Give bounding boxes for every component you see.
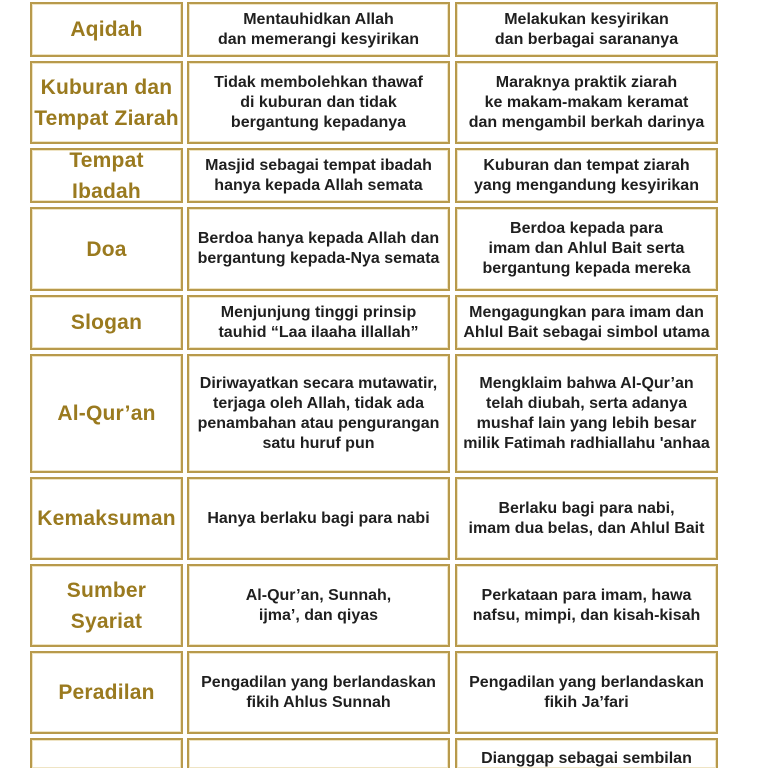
row-label: Peradilan [58,681,155,704]
syiah-cell [455,61,718,144]
row-label-cell [30,148,183,203]
sunni-text: Menjunjung tinggi prinsip tauhid “Laa ilaaha illallah” [218,303,419,341]
syiah-cell [455,148,718,203]
syiah-cell [455,651,718,734]
row-label: Tempat Ibadah [69,148,144,203]
syiah-text: Kuburan dan tempat ziarah yang mengandung kesyirikan [474,156,699,194]
sunni-text: Mentauhidkan Allah dan memerangi kesyirikan [218,10,419,48]
syiah-text: Dianggap sebagai sembilan [481,750,692,767]
row-label: Sumber Syariat [66,578,147,633]
sunni-text: Hanya berlaku bagi para nabi [207,509,430,527]
sunni-text: Berdoa hanya kepada Allah dan bergantung kepada-Nya semata [197,230,440,267]
syiah-text: Melakukan kesyirikan dan berbagai sarananya [494,10,679,48]
sunni-cell [187,477,450,560]
syiah-cell [455,354,718,473]
row-label-cell [30,354,183,473]
sunni-text: Masjid sebagai tempat ibadah hanya kepada Allah semata [205,156,432,194]
sunni-cell [187,2,450,57]
row-label: Slogan [70,311,143,334]
syiah-cell [455,477,718,560]
sunni-text: Pengadilan yang berlandaskan fikih Ahlus Sunnah [201,673,436,711]
row-label: Kuburan dan Tempat Ziarah [34,75,179,130]
row-label: Doa [86,237,127,261]
syiah-cell [455,564,718,647]
row-label: Kemaksuman [37,507,176,530]
sunni-cell [187,564,450,647]
syiah-cell [455,295,718,350]
syiah-text: Maraknya praktik ziarah ke makam-makam keramat dan mengambil berkah darinya [468,73,705,131]
sunni-cell [187,295,450,350]
syiah-text: Mengagungkan para imam dan Ahlul Bait sebagai simbol utama [463,303,710,341]
row-label-cell [30,651,183,734]
sunni-cell [187,738,450,768]
syiah-cell [455,207,718,291]
sunni-cell [187,651,450,734]
sunni-cell [187,148,450,203]
syiah-text: Mengklaim bahwa Al-Qur’an telah diubah, serta adanya mushaf lain yang lebih besar milik Fatimah radhiallahu 'anhaa [463,374,710,452]
row-label-cell [30,477,183,560]
row-label-cell [30,61,183,144]
row-label-cell [30,2,183,57]
syiah-text: Berlaku bagi para nabi, imam dua belas, dan Ahlul Bait [468,499,705,537]
sunni-text: Al-Qur’an, Sunnah, ijma’, dan qiyas [245,586,392,624]
row-label-cell [30,295,183,350]
syiah-cell [455,738,718,768]
syiah-text: Berdoa kepada para imam dan Ahlul Bait serta bergantung kepada mereka [482,220,691,277]
row-label-cell [30,738,183,768]
sunni-cell [187,207,450,291]
sunni-cell [187,61,450,144]
row-label: Aqidah [70,18,143,41]
sunni-cell [187,354,450,473]
syiah-text: Perkataan para imam, hawa nafsu, mimpi, dan kisah-kisah [472,586,701,624]
row-label-cell [30,207,183,291]
syiah-cell [455,2,718,57]
syiah-text: Pengadilan yang berlandaskan fikih Ja’fari [469,673,704,711]
sunni-text: Diriwayatkan secara mutawatir, terjaga oleh Allah, tidak ada penambahan atau pengurangan satu huruf pun [197,374,440,452]
row-label: Al-Qur’an [57,402,156,425]
row-label-cell [30,564,183,647]
sunni-text: Tidak membolehkan thawaf di kuburan dan tidak bergantung kepadanya [214,73,423,131]
